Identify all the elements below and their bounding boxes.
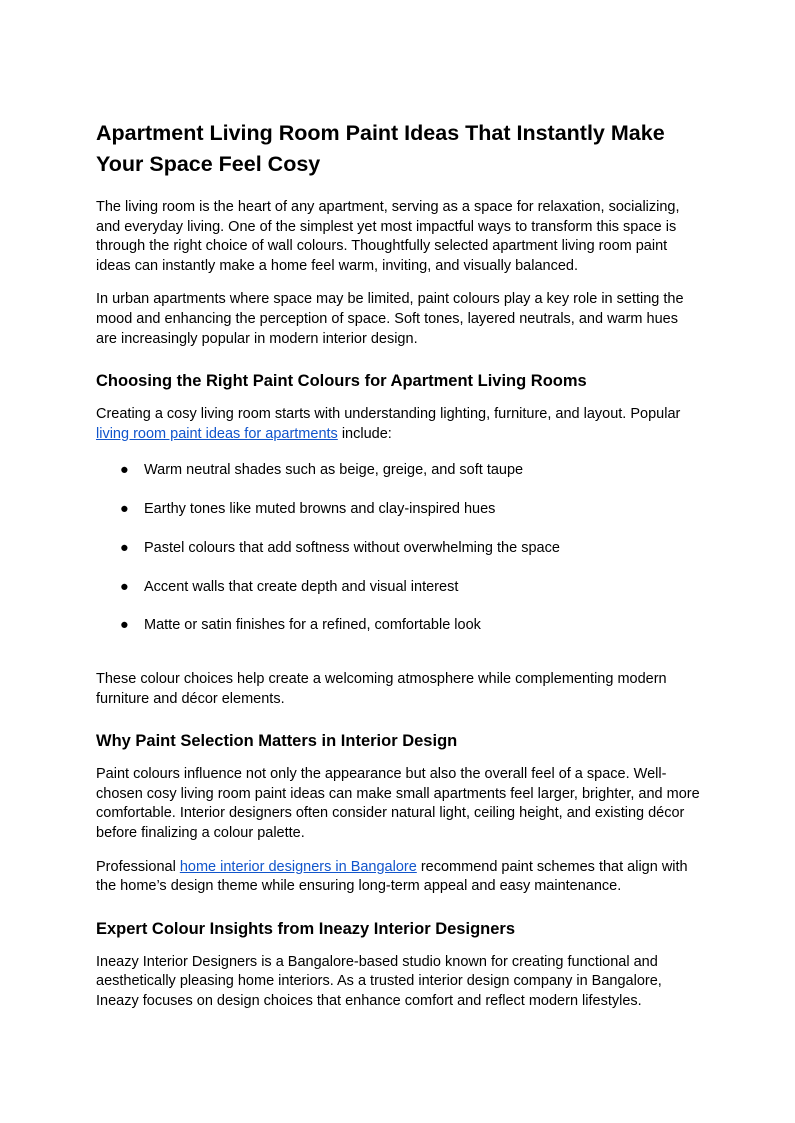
document-page xyxy=(96,118,702,1026)
intro-paragraph-2: In urban apartments where space may be limited, paint colours play a key role in setting the mood and enhancing the perception of space. Soft tones, layered neutrals, and warm hues are increasingly popular in modern interior design. xyxy=(96,291,684,347)
section3-paragraph-1: Ineazy Interior Designers is a Bangalore-based studio known for creating functional and aesthetically pleasing home interiors. As a trusted interior design company in Bangalore, Ineazy focuses on design choices that enhance comfort and reflect modern lifestyles. xyxy=(96,953,662,1009)
list-item-text: Accent walls that create depth and visual interest xyxy=(144,578,459,595)
bullet-icon: ● xyxy=(120,578,129,595)
bullet-icon: ● xyxy=(120,539,129,556)
bullet-icon: ● xyxy=(120,462,129,479)
list-item-text: Pastel colours that add softness without overwhelming the space xyxy=(144,539,560,556)
bullet-icon: ● xyxy=(120,501,129,518)
list-item-text: Warm neutral shades such as beige, greige, and soft taupe xyxy=(144,462,524,479)
page-title: Apartment Living Room Paint Ideas That Instantly Make Your Space Feel Cosy xyxy=(96,121,665,176)
list-item xyxy=(96,500,702,520)
list-item xyxy=(96,578,702,598)
list-item xyxy=(96,461,702,481)
list-item xyxy=(96,616,702,636)
section1-lead-paragraph xyxy=(96,405,702,444)
living-room-paint-ideas-link[interactable]: living room paint ideas for apartments xyxy=(96,425,338,442)
section1-lead-text: Creating a cosy living room starts with understanding lighting, furniture, and layout. Popular xyxy=(96,406,681,423)
home-interior-designers-link[interactable]: home interior designers in Bangalore xyxy=(179,858,417,875)
intro-paragraph-1: The living room is the heart of any apartment, serving as a space for relaxation, socializing, and everyday living. One of the simplest yet most impactful ways to transform this space is through the right choice of wall colours. Thoughtfully selected apartment living room paint ideas can instantly make a home feel warm, inviting, and visually balanced. xyxy=(96,199,680,274)
list-item-text: Matte or satin finishes for a refined, comfortable look xyxy=(144,617,481,634)
list-item-text: Earthy tones like muted browns and clay-inspired hues xyxy=(144,501,496,518)
section-heading-expert-insights: Expert Colour Insights from Ineazy Interior Designers xyxy=(96,919,516,938)
section2-paragraph-2-suffix: recommend paint schemes that align with the home’s design theme while ensuring long-term appeal and easy maintenance. xyxy=(96,858,688,895)
paint-ideas-list xyxy=(96,461,702,636)
section2-paragraph-2 xyxy=(96,858,702,897)
section1-lead-suffix: include: xyxy=(337,425,392,442)
section-heading-paint-colours: Choosing the Right Paint Colours for Apartment Living Rooms xyxy=(96,372,587,391)
section2-paragraph-1: Paint colours influence not only the appearance but also the overall feel of a space. Well-chosen cosy living room paint ideas can make small apartments feel larger, brighter, and more comfortable. Interior designers often consider natural light, ceiling height, and existing décor before finalizing a colour palette. xyxy=(96,766,700,842)
section1-closing-paragraph: These colour choices help create a welcoming atmosphere while complementing modern furniture and décor elements. xyxy=(96,671,667,707)
list-item xyxy=(96,539,702,559)
section-heading-paint-selection: Why Paint Selection Matters in Interior Design xyxy=(96,732,458,751)
bullet-icon: ● xyxy=(120,617,129,634)
section2-paragraph-2-text: Professional xyxy=(96,858,180,875)
